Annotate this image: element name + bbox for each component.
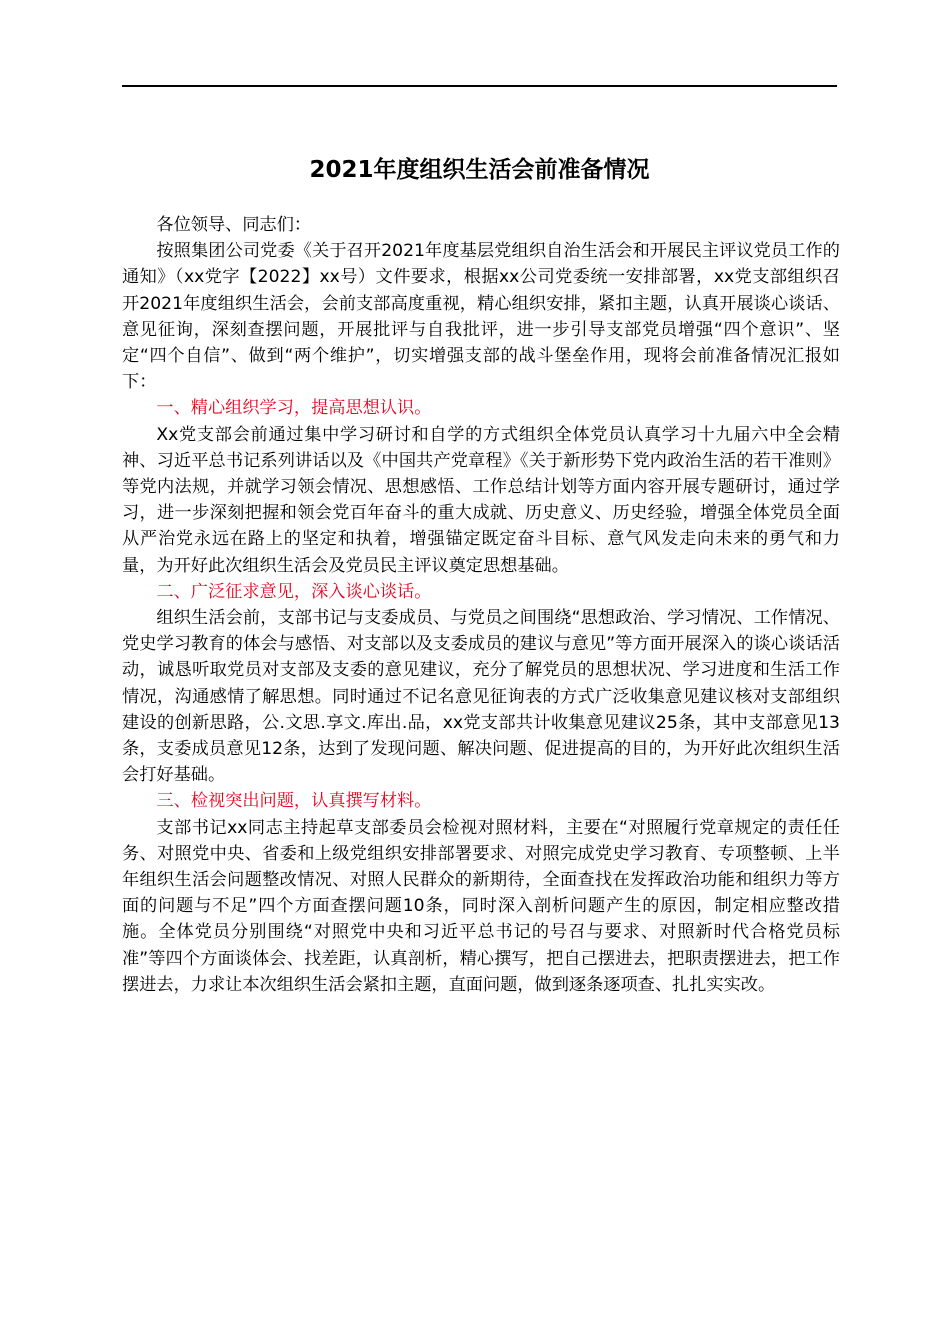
header-rule (122, 85, 837, 87)
intro-paragraph: 按照集团公司党委《关于召开2021年度基层党组织自治生活会和开展民主评议党员工作的通知》（xx党字【2022】xx号）文件要求，根据xx公司党委统一安排部署，xx党支部组织召开2021年度组织生活会，会前支部高度重视，精心组织安排，紧扣主题，认真开展谈心谈话、意见征询，深刻查摆问题，开展批评与自我批评，进一步引导支部党员增强“四个意识”、坚定“四个自信”、做到“两个维护”，切实增强支部的战斗堡垒作用，现将会前准备情况汇报如下： (122, 241, 840, 393)
section-heading-1: 一、精心组织学习，提高思想认识。 (156, 398, 432, 419)
section-heading-3: 三、检视突出问题，认真撰写材料。 (156, 791, 432, 812)
section-body-2: 组织生活会前，支部书记与支委成员、与党员之间围绕“思想政治、学习情况、工作情况、党史学习教育的体会与感悟、对支部以及支委成员的建议与意见”等方面开展深入的谈心谈话活动，诚恳听取党员对支部及支委的意见建议，充分了解党员的思想状况、学习进度和生活工作情况，沟通感情了解思想。同时通过不记名意见征询表的方式广泛收集意见建议核对支部组织建设的创新思路，公.文思.享文.库出.品，xx党支部共计收集意见建议25条，其中支部意见13条，支委成员意见12条，达到了发现问题、解决问题、促进提高的目的，为开好此次组织生活会打好基础。 (122, 608, 840, 786)
section-heading-2: 二、广泛征求意见，深入谈心谈话。 (156, 581, 432, 602)
document-body (122, 212, 840, 998)
salutation: 各位领导、同志们： (156, 215, 312, 235)
document-title: 2021年度组织生活会前准备情况 (309, 157, 650, 183)
section-body-3: 支部书记xx同志主持起草支部委员会检视对照材料，主要在“对照履行党章规定的责任任务、对照党中央、省委和上级党组织安排部署要求、对照完成党史学习教育、专项整顿、上半年组织生活会问题整改情况、对照人民群众的新期待，全面查找在发挥政治功能和组织力等方面的问题与不足”四个方面查摆问题10条，同时深入剖析问题产生的原因，制定相应整改措施。全体党员分别围绕“对照党中央和习近平总书记的号召与要求、对照新时代合格党员标准”等四个方面谈体会、找差距，认真剖析，精心撰写，把自己摆进去，把职责摆进去，把工作摆进去，力求让本次组织生活会紧扣主题，直面问题，做到逐条逐项查、扎扎实实改。 (122, 817, 840, 995)
section-body-1: Xx党支部会前通过集中学习研讨和自学的方式组织全体党员认真学习十九届六中全会精神、习近平总书记系列讲话以及《中国共产党章程》《关于新形势下党内政治生活的若干准则》等党内法规，并就学习领会情况、思想感悟、工作总结计划等方面内容开展专题研讨，通过学习，进一步深刻把握和领会党百年奋斗的重大成就、历史意义、历史经验，增强全体党员全面从严治党永远在路上的坚定和执着，增强锚定既定奋斗目标、意气风发走向未来的勇气和力量，为开好此次组织生活会及党员民主评议奠定思想基础。 (122, 424, 840, 576)
